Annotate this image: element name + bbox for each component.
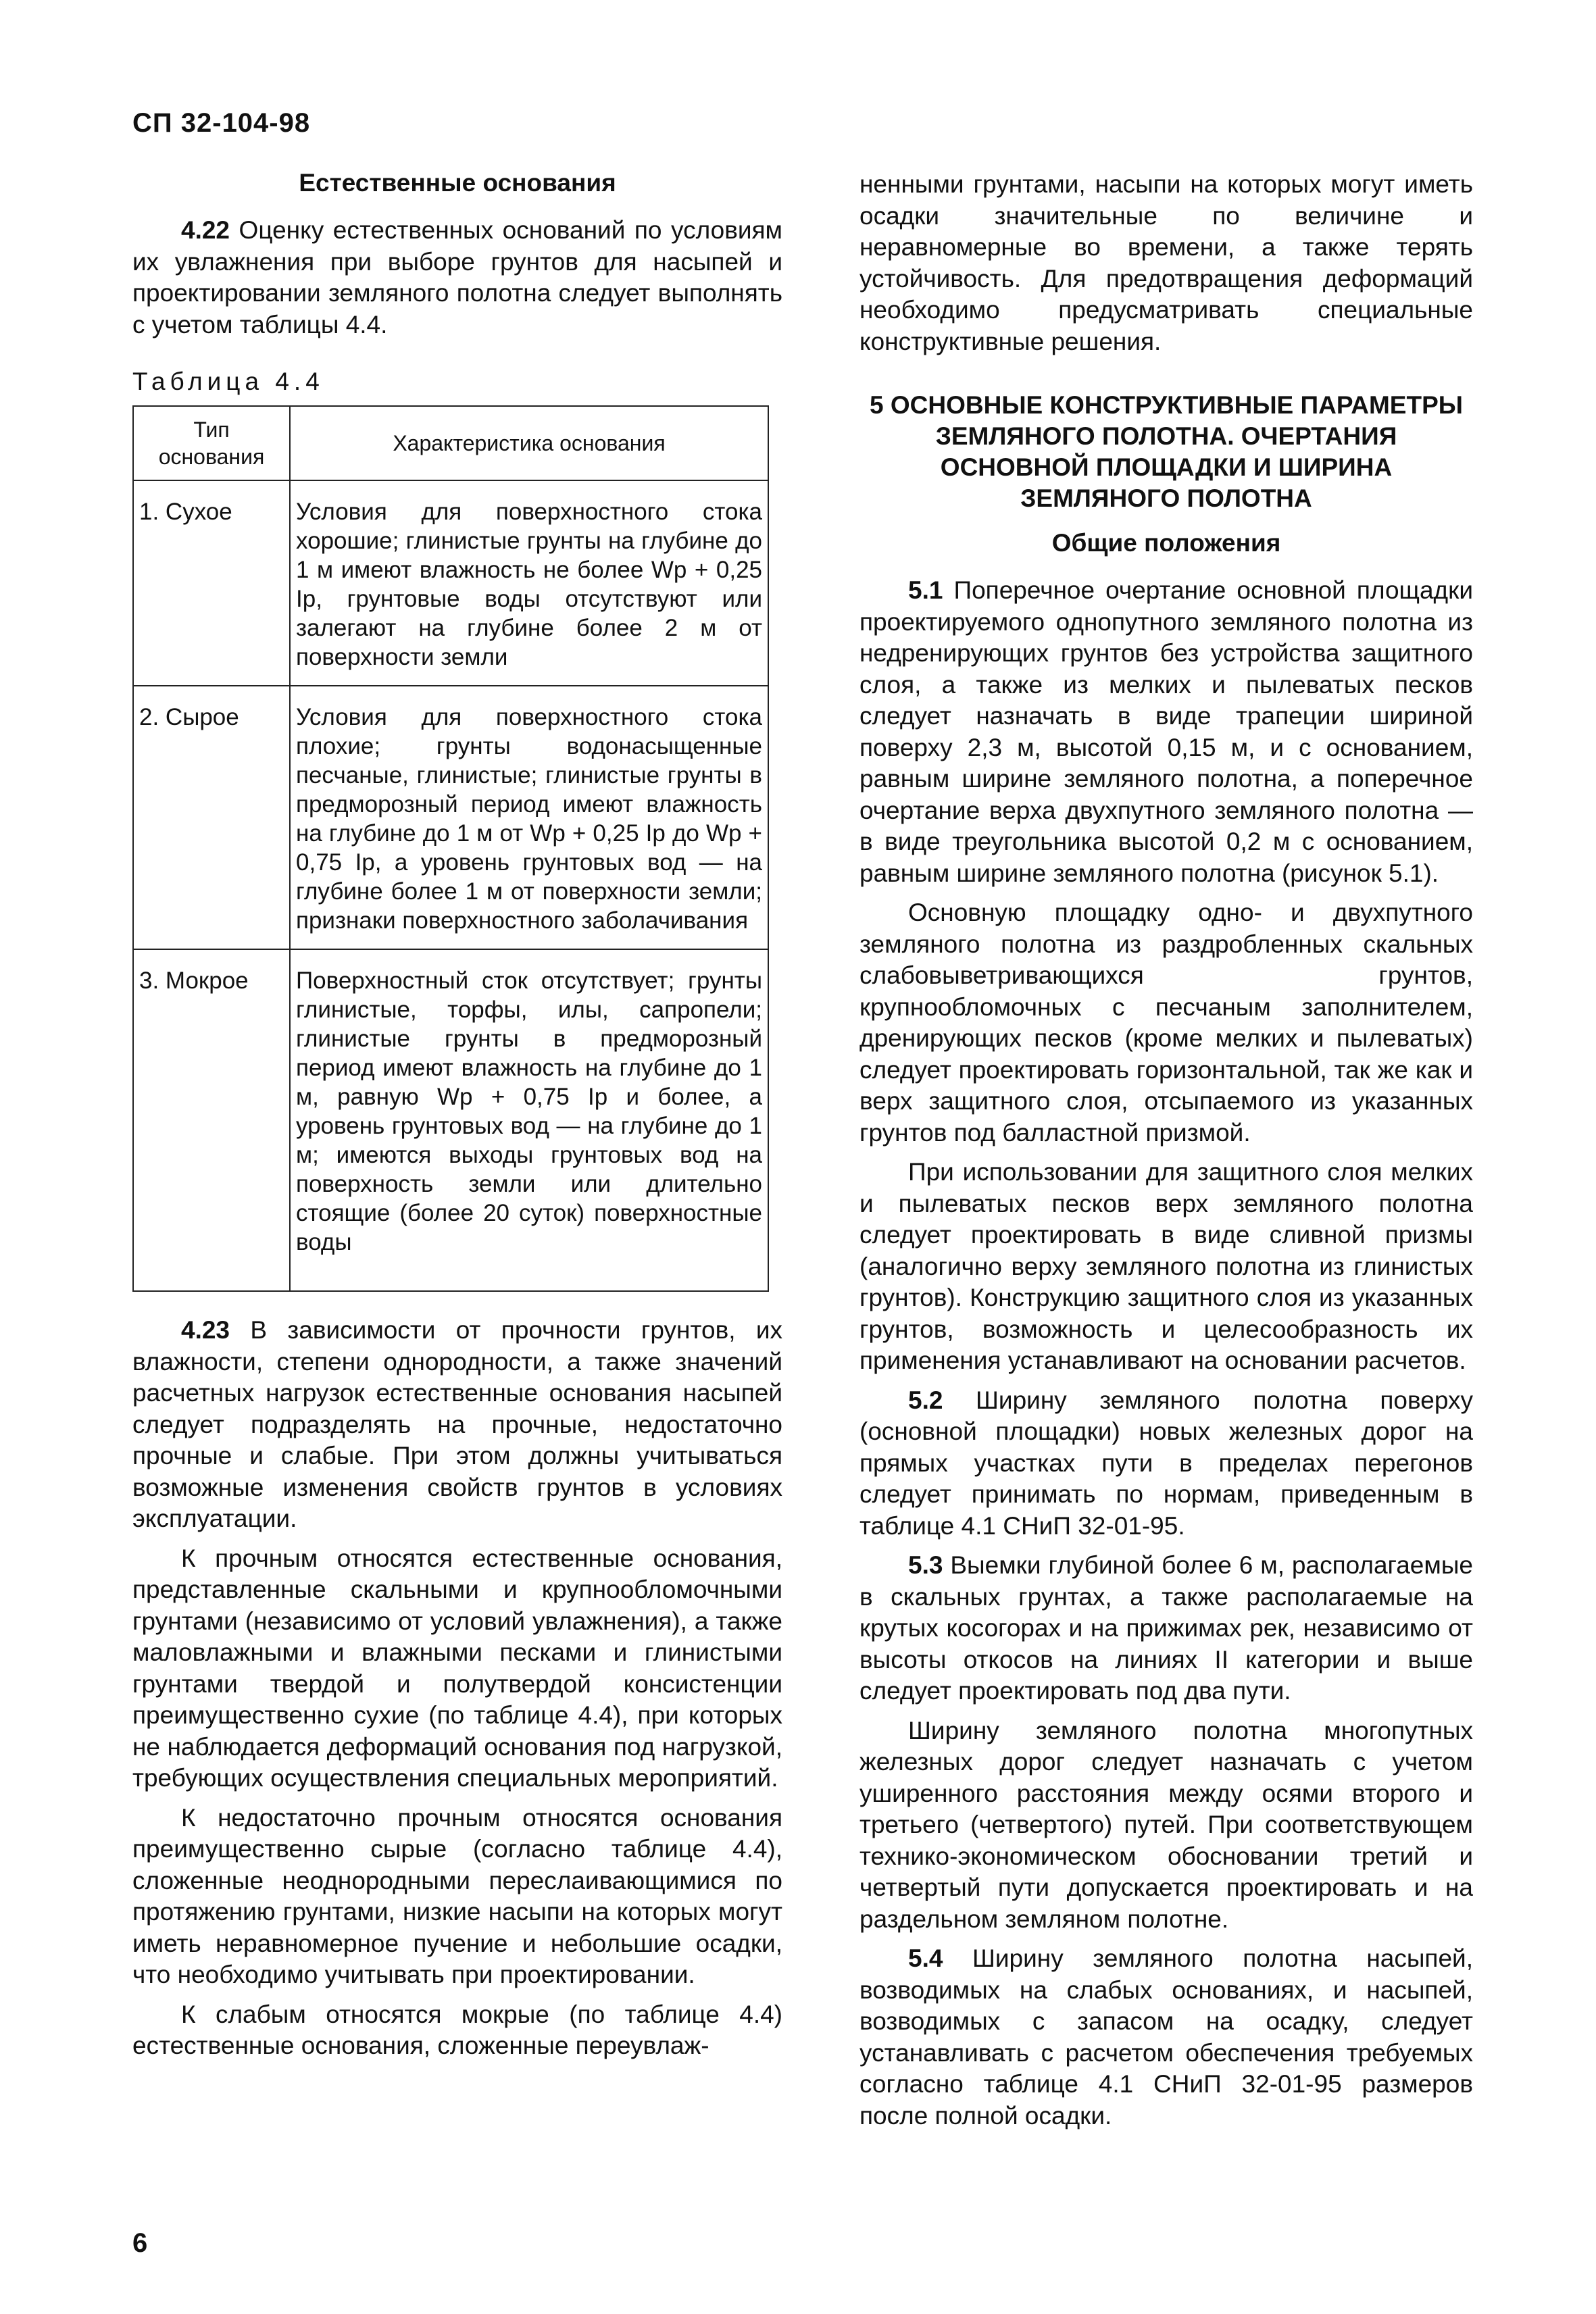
subheading-general: Общие положения bbox=[1051, 529, 1281, 557]
clause-text: Выемки глубиной более 6 м, располагаемые в скальных грунтах, а также располагаемые на крутых косогорах и на прижимах рек, независимо от высоты откосов на линиях II категории и выше следует проектировать под два пути. bbox=[859, 1551, 1473, 1705]
column-header-characteristic: Характеристика основания bbox=[290, 406, 768, 480]
clause-text: В зависимости от прочности грунтов, их влажности, степени однородности, а также значений расчетных нагрузок естественные основания насыпей следует подразделять на прочные, недостаточно прочные и слабые. При этом должны учитываться возможные изменения свойств грунтов в условиях эксплуатации. bbox=[132, 1316, 782, 1532]
clause-number: 5.4 bbox=[908, 1944, 943, 1972]
clause-number: 5.2 bbox=[908, 1386, 943, 1414]
paragraph-5-2 bbox=[859, 1385, 1473, 1542]
cell-type: 2. Сырое bbox=[133, 686, 290, 949]
paragraph-5-1-c: При использовании для защитного слоя мелких и пылеватых песков верх земляного полотна следует проектировать в виде сливной призмы (аналогично верху земляного полотна из глинистых грунтов). Конструкцию защитного слоя из указанных грунтов, возможность и целесообразность их применения устанавливают на основании расчетов. bbox=[859, 1158, 1473, 1374]
column-header-type: Тип основания bbox=[133, 406, 290, 480]
paragraph-5-3-b: Ширину земляного полотна многопутных железных дорог следует назначать с учетом уширенного расстояния между осями второго и третьего (четвертого) путей. При соответствующем технико-экономическом обосновании третий и четвертый пути допускается проектировать и на раздельном земляном полотне. bbox=[859, 1716, 1473, 1933]
page-number: 6 bbox=[132, 2228, 148, 2258]
clause-number: 4.22 bbox=[181, 216, 230, 244]
cell-description: Поверхностный сток отсутствует; грунты глинистые, торфы, илы, сапропели; глинистые грунты в предморозный период имеют влажность на глубине до 1 м, равную Wp + 0,75 Ip и более, а уровень грунтовых вод — на глубине до 1 м; имеются выходы грунтовых вод на поверхность земли или длительно стоящие (более 20 суток) поверхностные воды bbox=[290, 949, 768, 1291]
paragraph-strong-foundations: К прочным относятся естественные основания, представленные скальными и крупнообломочными грунтами (независимо от условий увлажнения), а также маловлажными и влажными песками и глинистыми грунтами твердой и полутвердой консистенции преимущественно сухие (по таблице 4.4), при которых не наблюдается деформаций основания под нагрузкой, требующих осуществления специальных мероприятий. bbox=[132, 1544, 782, 1792]
clause-number: 4.23 bbox=[181, 1316, 230, 1344]
clause-text: Оценку естественных оснований по условиям их увлажнения при выборе грунтов для насыпей и проектировании земляного полотна следует выполнять с учетом таблицы 4.4. bbox=[132, 216, 782, 338]
subheading-natural-foundations: Естественные основания bbox=[299, 169, 616, 197]
paragraph-4-22 bbox=[132, 215, 782, 341]
table-4-4 bbox=[132, 405, 769, 1292]
document-code: СП 32-104-98 bbox=[132, 108, 311, 138]
table-caption: Таблица 4.4 bbox=[132, 368, 324, 395]
cell-description: Условия для поверхностного стока плохие; грунты водонасыщенные песчаные, глинистые; глинистые грунты в предморозный период имеют влажность на глубине до 1 м от Wp + 0,25 Ip до Wp + 0,75 Ip, а уровень грунтовых вод — на глубине более 1 м от поверхности земли; признаки поверхностного заболачивания bbox=[290, 686, 768, 949]
paragraph-5-4 bbox=[859, 1943, 1473, 2132]
table-row bbox=[133, 686, 768, 949]
right-column bbox=[859, 169, 1473, 2132]
paragraph-5-3 bbox=[859, 1550, 1473, 1707]
paragraph-continuation: ненными грунтами, насыпи на которых могут иметь осадки значительные по величине и неравномерные во времени, а также терять устойчивость. Для предотвращения деформаций необходимо предусматривать специальные конструктивные решения. bbox=[859, 170, 1473, 355]
cell-description: Условия для поверхностного стока хорошие; глинистые грунты на глубине до 1 м имеют влажность не более Wp + 0,25 Ip, грунтовые воды отсутствуют или залегают на глубине более 2 м от поверхности земли bbox=[290, 480, 768, 686]
paragraph-5-1-b: Основную площадку одно- и двухпутного земляного полотна из раздробленных скальных слабовыветривающихся грунтов, крупнообломочных с песчаным заполнителем, дренирующих песков (кроме мелких и пылеватых) следует проектировать горизонтальной, так же как и верх защитного слоя, отсыпаемого из указанных грунтов под балластной призмой. bbox=[859, 899, 1473, 1147]
clause-text: Ширину земляного полотна поверху (основной площадки) новых железных дорог на прямых участках пути в пределах перегонов следует принимать по нормам, приведенным в таблице 4.1 СНиП 32-01-95. bbox=[859, 1386, 1473, 1540]
cell-type: 1. Сухое bbox=[133, 480, 290, 686]
paragraph-medium-foundations: К недостаточно прочным относятся основания преимущественно сырые (согласно таблице 4.4), сложенные неоднородными переслаивающимися по протяжению грунтами, низкие насыпи на которых могут иметь неравномерное пучение и небольшие осадки, что необходимо учитывать при проектировании. bbox=[132, 1803, 782, 1988]
clause-number: 5.3 bbox=[908, 1551, 943, 1579]
table-row bbox=[133, 480, 768, 686]
paragraph-5-1 bbox=[859, 575, 1473, 889]
paragraph-4-23 bbox=[132, 1315, 782, 1535]
paragraph-weak-foundations: К слабым относятся мокрые (по таблице 4.4) естественные основания, сложенные переувлаж- bbox=[132, 2000, 782, 2059]
clause-text: Ширину земляного полотна насыпей, возводимых на слабых основаниях, и насыпей, возводимых с запасом на осадку, следует устанавливать с расчетом обеспечения требуемых согласно таблице 4.1 СНиП 32-01-95 размеров после полной осадки. bbox=[859, 1944, 1473, 2130]
table-header-row bbox=[133, 406, 768, 480]
table-row bbox=[133, 949, 768, 1291]
left-column bbox=[132, 169, 782, 2062]
clause-number: 5.1 bbox=[908, 576, 943, 604]
cell-type: 3. Мокрое bbox=[133, 949, 290, 1291]
section-title: 5 ОСНОВНЫЕ КОНСТРУКТИВНЫЕ ПАРАМЕТРЫ ЗЕМЛЯНОГО ПОЛОТНА. ОЧЕРТАНИЯ ОСНОВНОЙ ПЛОЩАДКИ И ШИРИНА ЗЕМЛЯНОГО ПОЛОТНА bbox=[870, 391, 1463, 512]
clause-text: Поперечное очертание основной площадки проектируемого однопутного земляного полотна из недренирующих грунтов без устройства защитного слоя, а также из мелких и пылеватых песков следует назначать в виде трапеции шириной поверху 2,3 м, высотой 0,15 м, и с основанием, равным ширине земляного полотна, а поперечное очертание верха двухпутного земляного полотна — в виде треугольника высотой 0,2 м с основанием, равным ширине земляного полотна (рисунок 5.1). bbox=[859, 576, 1473, 887]
